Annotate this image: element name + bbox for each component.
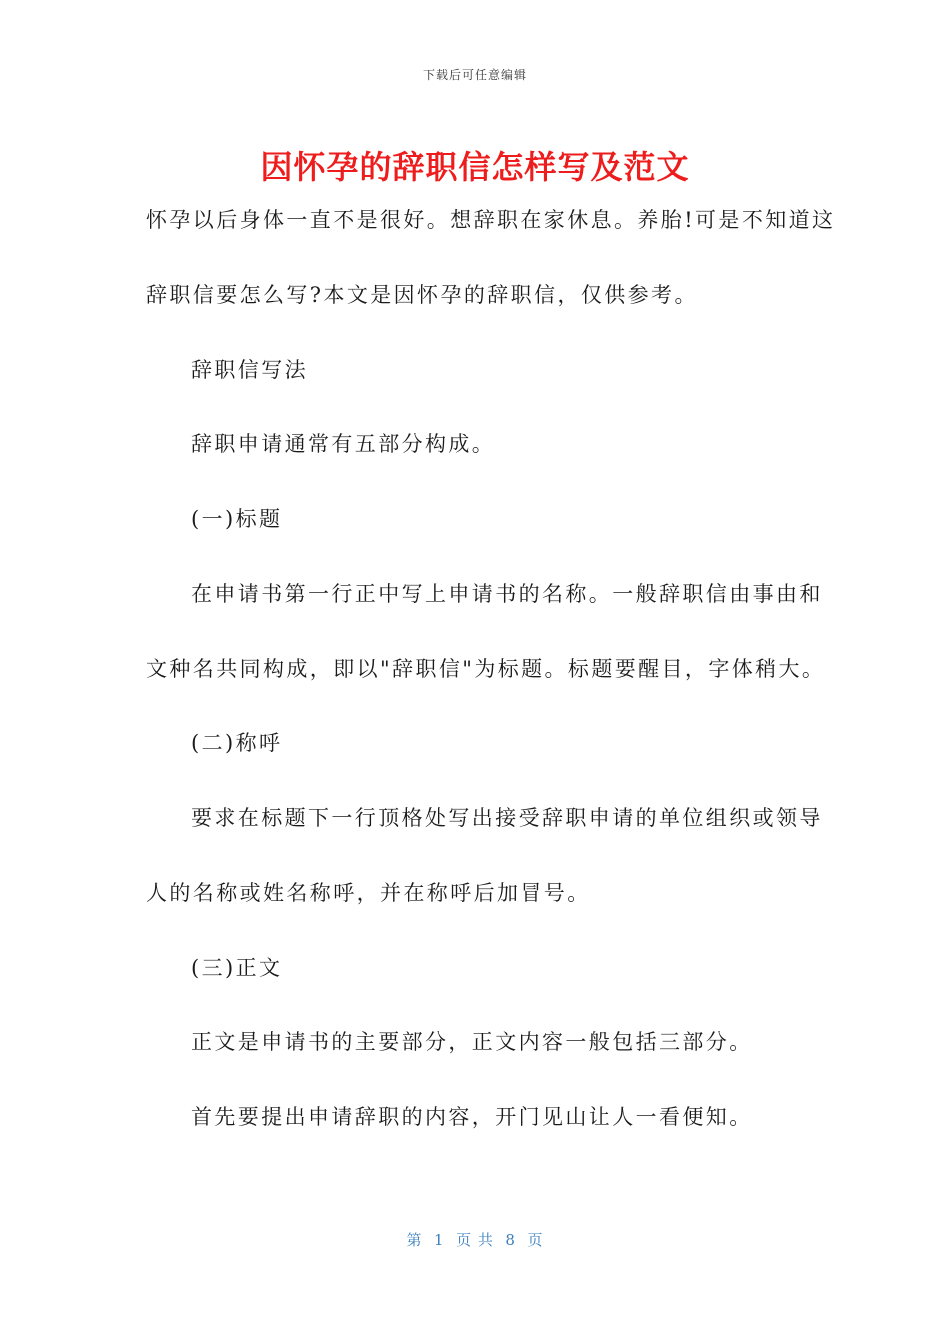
paragraph-line: 要求在标题下一行顶格处写出接受辞职申请的单位组织或领导 bbox=[191, 806, 823, 830]
page-number-footer: 第 1 页 共 8 页 bbox=[406, 1231, 544, 1249]
paragraph-line: 人的名称或姓名称呼，并在称呼后加冒号。 bbox=[146, 881, 591, 905]
section-heading: 辞职信写法 bbox=[191, 358, 308, 382]
section-heading: (二)称呼 bbox=[191, 731, 283, 755]
section-heading: (三)正文 bbox=[191, 956, 283, 980]
paragraph-line: 辞职申请通常有五部分构成。 bbox=[191, 432, 496, 456]
paragraph-line: 正文是申请书的主要部分，正文内容一般包括三部分。 bbox=[191, 1030, 753, 1054]
document-title: 因怀孕的辞职信怎样写及范文 bbox=[260, 148, 690, 186]
paragraph-line: 在申请书第一行正中写上申请书的名称。一般辞职信由事由和 bbox=[191, 582, 823, 606]
paragraph-line: 文种名共同构成，即以"辞职信"为标题。标题要醒目，字体稍大。 bbox=[146, 657, 826, 681]
paragraph-line: 怀孕以后身体一直不是很好。想辞职在家休息。养胎!可是不知道这 bbox=[146, 208, 836, 232]
paragraph-line: 辞职信要怎么写?本文是因怀孕的辞职信，仅供参考。 bbox=[146, 283, 698, 307]
paragraph-line: 首先要提出申请辞职的内容，开门见山让人一看便知。 bbox=[191, 1105, 753, 1129]
section-heading: (一)标题 bbox=[191, 507, 283, 531]
page-header-note: 下载后可任意编辑 bbox=[422, 68, 527, 82]
